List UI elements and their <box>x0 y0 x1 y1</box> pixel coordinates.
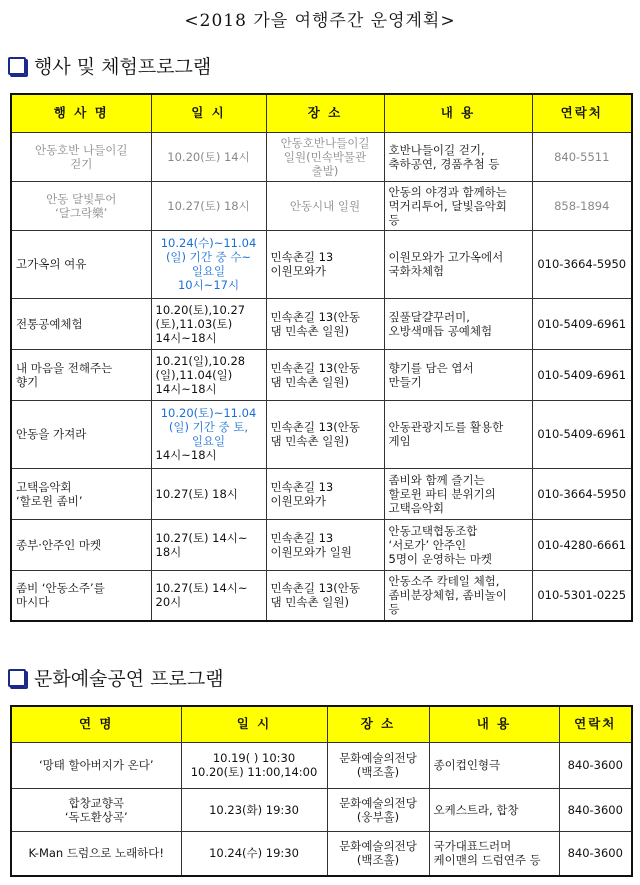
event-content-cell-line: ‘서로가’ 안주인 <box>388 537 467 552</box>
table-row <box>11 298 632 349</box>
event-date-cell-line: 10.27(토) 18시 <box>167 198 250 213</box>
section-heading-events <box>8 52 211 79</box>
event-content-cell-line: 안동소주 칵테일 체험, <box>388 574 500 589</box>
event-date-cell <box>151 468 266 519</box>
event-content-cell-line: 향기를 담은 엽서 <box>388 360 474 375</box>
performance-date-cell <box>181 788 327 831</box>
event-date-cell-line: 10.27(토) 14시~ <box>155 581 248 596</box>
performance-name-cell <box>11 742 181 788</box>
performance-name-cell-line: ‘망태 할아버지가 온다’ <box>38 758 154 772</box>
event-content-cell-line: 국화차체험 <box>388 264 445 278</box>
performance-name-cell-line: ‘독도환상곡’ <box>64 809 128 824</box>
event-content-cell-line: 게임 <box>388 434 411 448</box>
event-content-cell-line: 짚풀달걀꾸러미, <box>388 309 470 324</box>
performance-name-cell-line: K-Man 드럼으로 노래하다! <box>28 846 165 861</box>
event-place-cell-line: 댐 민속촌 일원) <box>270 434 349 448</box>
event-place-cell-line: 출발) <box>311 163 339 178</box>
event-date-cell-line: 10.20(토) 14시 <box>167 149 250 164</box>
col-header-date: 일 시 <box>181 706 327 742</box>
performances-table <box>10 705 633 877</box>
event-name-cell-line: 좀비 ‘안동소주’를 <box>16 581 105 596</box>
table-row <box>11 742 632 788</box>
performance-phone-cell: 840-3600 <box>559 742 632 788</box>
event-place-cell-line: 이원모와가 일원 <box>270 544 352 559</box>
event-phone-cell: 010-5409-6961 <box>532 349 632 400</box>
event-name-cell-line: 내 마음을 전해주는 <box>16 360 113 375</box>
performance-content-cell <box>429 831 559 876</box>
event-name-cell <box>11 468 151 519</box>
event-content-cell <box>384 230 532 298</box>
table-row <box>11 570 632 621</box>
event-name-cell <box>11 181 151 230</box>
event-place-cell-line: 민속촌길 13 <box>270 530 334 545</box>
event-place-cell-line: 이원모와가 <box>270 264 327 278</box>
event-content-cell <box>384 349 532 400</box>
event-name-cell-line: 고택음악회 <box>16 479 72 494</box>
event-name-cell-line: ‘할로윈 좀비’ <box>16 493 83 508</box>
event-content-cell-line: 오방색매듭 공예체험 <box>388 323 493 338</box>
event-place-cell <box>266 570 384 621</box>
event-date-cell-line: 일요일 <box>191 264 226 278</box>
event-date-cell <box>151 230 266 298</box>
event-date-cell <box>151 181 266 230</box>
event-phone-cell: 010-3664-5950 <box>532 230 632 298</box>
performance-phone-cell: 840-3600 <box>559 788 632 831</box>
event-content-cell <box>384 400 532 468</box>
event-date-cell-line: 10.24(수)~11.04 <box>160 236 257 250</box>
event-phone-cell: 840-5511 <box>532 132 632 181</box>
table-row <box>11 519 632 570</box>
event-name-cell <box>11 298 151 349</box>
event-content-cell-line: 좀비분장체험, 좀비놀이 <box>388 588 507 603</box>
performance-place-cell-line: 문화예술의전당 <box>339 839 417 854</box>
event-content-cell-line: 등 <box>388 212 400 227</box>
event-place-cell-line: 민속촌길 13(안동 <box>270 420 360 434</box>
event-name-cell <box>11 570 151 621</box>
performance-date-cell-line: 10.19( ) 10:30 <box>212 751 296 765</box>
event-content-cell-line: 안동고택협동조합 <box>388 523 478 538</box>
event-place-cell <box>266 519 384 570</box>
col-header-name: 연 명 <box>11 706 181 742</box>
section-title: 문화예술공연 프로그램 <box>34 668 224 690</box>
col-header-place: 장 소 <box>327 706 429 742</box>
performance-date-cell <box>181 742 327 788</box>
performance-name-cell <box>11 831 181 876</box>
event-date-cell-line: 14시~18시 <box>155 330 217 345</box>
event-content-cell <box>384 519 532 570</box>
event-content-cell-line: 할로윈 파티 분위기의 <box>388 486 496 501</box>
event-place-cell <box>266 132 384 181</box>
event-content-cell-line: 이원모와가 고가옥에서 <box>388 250 504 264</box>
event-name-cell-line: 종부·안주인 마켓 <box>16 537 102 552</box>
table-row <box>11 181 632 230</box>
event-phone-cell: 010-5409-6961 <box>532 400 632 468</box>
col-header-name: 행 사 명 <box>11 94 151 132</box>
event-place-cell <box>266 349 384 400</box>
event-content-cell <box>384 132 532 181</box>
event-content-cell-line: 호반나들이길 걷기, <box>388 142 485 157</box>
event-date-cell-line: 10.21(일),10.28 <box>155 353 246 368</box>
event-place-cell <box>266 230 384 298</box>
event-name-cell-line: 안동호반 나들이길 <box>34 142 128 157</box>
event-name-cell <box>11 519 151 570</box>
events-table <box>10 93 633 622</box>
performance-date-cell-line: 10.23(화) 19:30 <box>209 802 299 817</box>
performance-place-cell-line: (웅부홀) <box>356 809 400 824</box>
table-row <box>11 400 632 468</box>
event-content-cell-line: 안동관광지도를 활용한 <box>388 420 504 434</box>
table-header-row <box>11 706 632 742</box>
event-date-cell-line: 10.20(토)~11.04 <box>160 406 257 420</box>
event-place-cell <box>266 468 384 519</box>
performance-date-cell <box>181 831 327 876</box>
event-name-cell <box>11 349 151 400</box>
performance-name-cell-line: 합창교향곡 <box>68 795 125 810</box>
checkbox-square-icon <box>8 669 26 687</box>
performance-place-cell-line: (백조홀) <box>356 765 400 779</box>
event-content-cell-line: 안동의 야경과 함께하는 <box>388 184 507 199</box>
performance-place-cell-line: (백조홀) <box>356 853 400 868</box>
event-content-cell-line: 고택음악회 <box>388 500 445 515</box>
event-content-cell <box>384 181 532 230</box>
event-date-cell <box>151 349 266 400</box>
event-content-cell-line: 만들기 <box>388 374 422 389</box>
section-title: 행사 및 체험프로그램 <box>34 56 212 78</box>
event-name-cell-line: 걷기 <box>70 156 93 171</box>
performance-date-cell-line: 10.24(수) 19:30 <box>209 846 299 861</box>
table-row <box>11 132 632 181</box>
performance-content-cell-line: 국가대표드러머 <box>433 839 512 854</box>
col-header-date: 일 시 <box>151 94 266 132</box>
performance-content-cell <box>429 742 559 788</box>
event-name-cell <box>11 400 151 468</box>
col-header-phone: 연락처 <box>532 94 632 132</box>
table-row <box>11 831 632 876</box>
event-place-cell-line: 민속촌길 13(안동 <box>270 309 360 324</box>
event-date-cell <box>151 298 266 349</box>
event-place-cell-line: 댐 민속촌 일원) <box>270 595 349 610</box>
event-date-cell-line: (일) 기간 중 토, <box>168 420 249 434</box>
event-name-cell-line: 안동을 가져라 <box>16 427 87 441</box>
performance-name-cell <box>11 788 181 831</box>
performance-place-cell-line: 문화예술의전당 <box>339 751 417 765</box>
performance-content-cell-line: 종이컵인형극 <box>433 758 501 772</box>
event-place-cell-line: 민속촌길 13(안동 <box>270 581 360 596</box>
event-place-cell <box>266 400 384 468</box>
event-phone-cell: 858-1894 <box>532 181 632 230</box>
event-name-cell-line: 향기 <box>16 374 39 389</box>
event-date-cell-line: 10시~17시 <box>177 278 240 292</box>
event-name-cell-line: 안동 달빛투어 <box>46 191 117 206</box>
event-date-cell-line: 18시 <box>155 544 182 559</box>
event-phone-cell: 010-3664-5950 <box>532 468 632 519</box>
event-date-cell-line: 14시~18시 <box>155 448 217 462</box>
event-date-cell-line: 20시 <box>155 595 182 610</box>
performance-content-cell <box>429 788 559 831</box>
event-phone-cell: 010-4280-6661 <box>532 519 632 570</box>
performance-content-cell-line: 케이맨의 드럼연주 등 <box>433 853 541 868</box>
event-content-cell-line: 등 <box>388 602 400 617</box>
event-place-cell-line: 일원(민속박물관 <box>283 149 367 164</box>
table-header-row <box>11 94 632 132</box>
event-date-cell-line: (일) 기간 중 수~ <box>165 250 252 264</box>
event-name-cell-line: 고가옥의 여유 <box>16 257 87 271</box>
event-date-cell-line: 14시~18시 <box>155 381 217 396</box>
event-content-cell <box>384 298 532 349</box>
event-date-cell-line: (토),11.03(토) <box>155 316 233 331</box>
event-name-cell-line: 마시다 <box>16 595 50 610</box>
event-date-cell <box>151 400 266 468</box>
table-row <box>11 468 632 519</box>
event-place-cell-line: 민속촌길 13 <box>270 479 334 494</box>
event-date-cell-line: 10.27(토) 14시~ <box>155 530 248 545</box>
event-date-cell-line: (일),11.04(일) <box>155 367 233 382</box>
event-date-cell <box>151 519 266 570</box>
col-header-phone: 연락처 <box>559 706 632 742</box>
checkbox-square-icon <box>8 57 26 75</box>
event-content-cell-line: 좀비와 함께 즐기는 <box>388 472 485 487</box>
event-phone-cell: 010-5409-6961 <box>532 298 632 349</box>
event-name-cell-line: 전통공예체험 <box>16 316 83 331</box>
event-name-cell-line: ‘달그락樂’ <box>55 205 108 220</box>
event-name-cell <box>11 132 151 181</box>
event-place-cell-line: 민속촌길 13(안동 <box>270 360 360 375</box>
event-content-cell-line: 축하공연, 경품추첨 등 <box>388 156 500 171</box>
event-place-cell-line: 이원모와가 <box>270 493 327 508</box>
col-header-place: 장 소 <box>266 94 384 132</box>
event-content-cell <box>384 570 532 621</box>
performance-place-cell <box>327 831 429 876</box>
performance-date-cell-line: 10.20(토) 11:00,14:00 <box>190 765 318 779</box>
table-row <box>11 230 632 298</box>
event-place-cell-line: 댐 민속촌 일원) <box>270 323 349 338</box>
col-header-content: 내 용 <box>429 706 559 742</box>
event-place-cell-line: 안동호반나들이길 <box>280 135 370 150</box>
event-place-cell <box>266 298 384 349</box>
event-date-cell-line: 10.27(토) 18시 <box>155 486 238 501</box>
performance-place-cell-line: 문화예술의전당 <box>339 795 417 810</box>
section-heading-performances <box>8 664 224 691</box>
event-date-cell-line: 10.20(토),10.27 <box>155 302 246 317</box>
event-content-cell <box>384 468 532 519</box>
event-phone-cell: 010-5301-0225 <box>532 570 632 621</box>
event-content-cell-line: 5명이 운영하는 마켓 <box>388 551 492 566</box>
event-content-cell-line: 먹거리투어, 달빛음악회 <box>388 198 507 213</box>
col-header-content: 내 용 <box>384 94 532 132</box>
table-row <box>11 788 632 831</box>
event-date-cell <box>151 570 266 621</box>
document-title: <2018 가을 여행주간 운영계획> <box>184 11 456 31</box>
event-date-cell-line: 일요일 <box>191 434 226 448</box>
table-row <box>11 349 632 400</box>
event-place-cell-line: 민속촌길 13 <box>270 250 334 264</box>
event-name-cell <box>11 230 151 298</box>
performance-place-cell <box>327 742 429 788</box>
performance-place-cell <box>327 788 429 831</box>
performance-content-cell-line: 오케스트라, 합창 <box>433 802 519 817</box>
performance-phone-cell: 840-3600 <box>559 831 632 876</box>
event-place-cell-line: 댐 민속촌 일원) <box>270 374 349 389</box>
event-place-cell <box>266 181 384 230</box>
event-place-cell-line: 안동시내 일원 <box>289 198 361 213</box>
event-date-cell <box>151 132 266 181</box>
